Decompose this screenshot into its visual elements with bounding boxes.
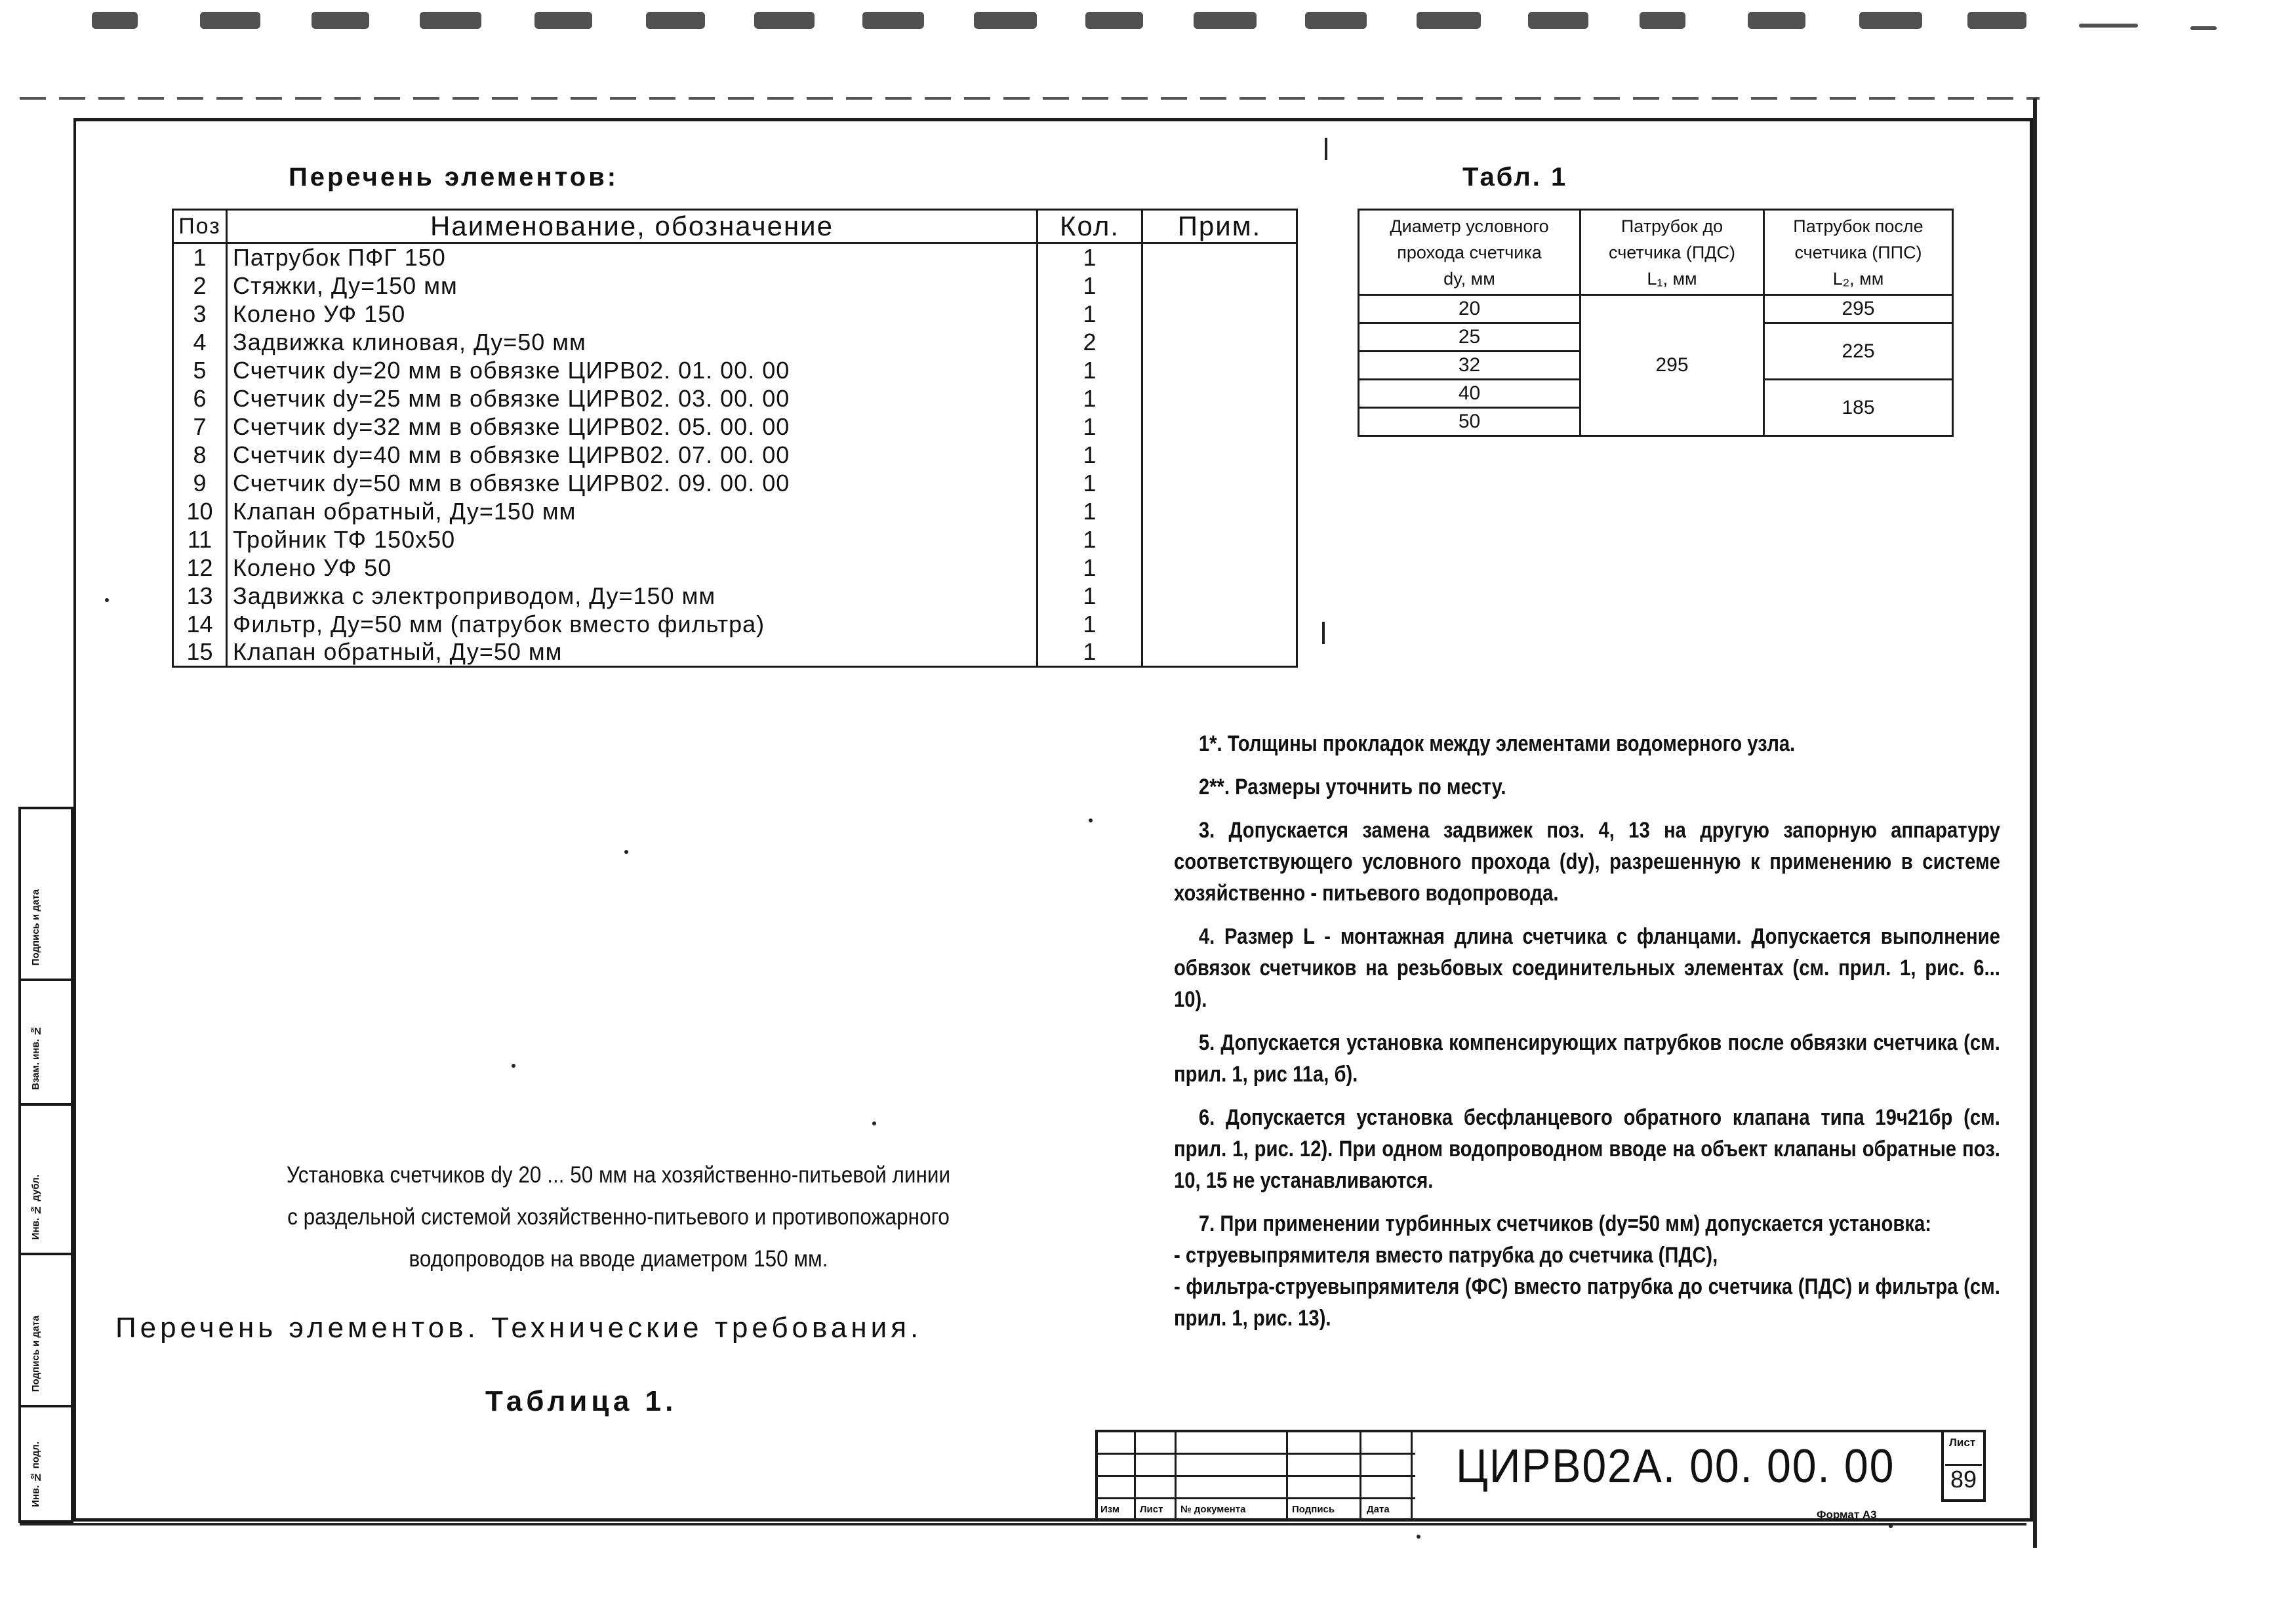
row-name: Стяжки, Ду=150 мм bbox=[227, 272, 1037, 300]
t1-header-dy: Диаметр условного прохода счетчика dy, мм bbox=[1359, 210, 1581, 295]
row-qty: 2 bbox=[1037, 328, 1142, 356]
technical-notes bbox=[1174, 728, 2000, 1334]
row-note bbox=[1142, 384, 1297, 413]
col-header-note: Прим. bbox=[1142, 210, 1297, 243]
elements-table bbox=[172, 209, 1298, 668]
scan-speck bbox=[1322, 622, 1325, 644]
row-name: Тройник ТФ 150х50 bbox=[227, 525, 1037, 554]
scan-speck bbox=[1089, 818, 1093, 822]
t1-pps-cell: 225 bbox=[1764, 323, 1953, 380]
row-note bbox=[1142, 525, 1297, 554]
row-name: Патрубок ПФГ 150 bbox=[227, 243, 1037, 272]
scan-speck bbox=[1325, 138, 1327, 160]
note-list-item: - струевыпрямителя вместо патрубка до счетчика (ПДС), bbox=[1174, 1243, 1718, 1268]
row-pos: 12 bbox=[173, 554, 227, 582]
table-row bbox=[173, 469, 1297, 497]
row-note bbox=[1142, 272, 1297, 300]
t1-dy-cell: 25 bbox=[1359, 323, 1581, 352]
t1-header-pds: Патрубок до счетчика (ПДС) L₁, мм bbox=[1581, 210, 1764, 295]
row-pos: 5 bbox=[173, 356, 227, 384]
format-label: Формат А3 bbox=[1817, 1508, 1877, 1521]
t1-pds-cell: 295 bbox=[1581, 295, 1764, 436]
row-pos: 8 bbox=[173, 441, 227, 469]
row-pos: 2 bbox=[173, 272, 227, 300]
tb-label-signature: Подпись bbox=[1292, 1504, 1335, 1515]
drawing-subtitle: Перечень элементов. Технические требования. bbox=[115, 1312, 923, 1344]
table1 bbox=[1358, 209, 1954, 437]
table-row bbox=[173, 384, 1297, 413]
row-pos: 15 bbox=[173, 638, 227, 667]
row-name: Задвижка с электроприводом, Ду=150 мм bbox=[227, 582, 1037, 610]
tb-label-sheet: Лист bbox=[1140, 1504, 1163, 1515]
t1-pps-cell: 185 bbox=[1764, 380, 1953, 436]
side-cell: Взам. инв. № bbox=[21, 981, 71, 1106]
row-pos: 10 bbox=[173, 497, 227, 525]
row-pos: 14 bbox=[173, 610, 227, 638]
side-cell: Инв. № дубл. bbox=[21, 1106, 71, 1255]
note-item: 1*. Толщины прокладок между элементами водомерного узла. bbox=[1198, 731, 1796, 756]
row-qty: 1 bbox=[1037, 582, 1142, 610]
table-row bbox=[173, 243, 1297, 272]
scan-speck bbox=[624, 850, 628, 854]
row-note bbox=[1142, 243, 1297, 272]
row-name: Клапан обратный, Ду=50 мм bbox=[227, 638, 1037, 667]
col-header-pos: Поз bbox=[173, 210, 227, 243]
table-row bbox=[173, 497, 1297, 525]
row-name: Клапан обратный, Ду=150 мм bbox=[227, 497, 1037, 525]
drawing-caption: Установка счетчиков dy 20 ... 50 мм на хозяйственно-питьевой линии с раздельной системой хозяйственно-питьевого и противопожарного водопроводов на вводе диаметром 150 мм. bbox=[286, 1162, 951, 1272]
row-pos: 11 bbox=[173, 525, 227, 554]
table-row bbox=[173, 525, 1297, 554]
frame-bottom-line bbox=[20, 1523, 2026, 1525]
row-name: Счетчик dy=32 мм в обвязке ЦИРВ02. 05. 00. 00 bbox=[227, 413, 1037, 441]
col-header-qty: Кол. bbox=[1037, 210, 1142, 243]
row-pos: 3 bbox=[173, 300, 227, 328]
row-name: Колено УФ 50 bbox=[227, 554, 1037, 582]
table-row bbox=[173, 441, 1297, 469]
row-qty: 1 bbox=[1037, 243, 1142, 272]
row-name: Колено УФ 150 bbox=[227, 300, 1037, 328]
frame-edge bbox=[2033, 98, 2037, 1548]
table-reference: Таблица 1. bbox=[485, 1385, 677, 1417]
row-note bbox=[1142, 582, 1297, 610]
row-qty: 1 bbox=[1037, 300, 1142, 328]
note-item: 5. Допускается установка компенсирующих патрубков после обвязки счетчика (см. прил. 1, рис 11а, б). bbox=[1174, 1030, 2000, 1087]
row-note bbox=[1142, 469, 1297, 497]
row-name: Задвижка клиновая, Ду=50 мм bbox=[227, 328, 1037, 356]
note-item: 2**. Размеры уточнить по месту. bbox=[1198, 775, 1506, 799]
row-note bbox=[1142, 638, 1297, 667]
scan-speck bbox=[105, 598, 109, 602]
t1-pps-cell: 295 bbox=[1764, 295, 1953, 323]
row-pos: 1 bbox=[173, 243, 227, 272]
sheet-number: 89 bbox=[1945, 1464, 1982, 1493]
scan-speck bbox=[1417, 1535, 1420, 1539]
scan-line bbox=[20, 97, 2040, 100]
row-note bbox=[1142, 554, 1297, 582]
row-qty: 1 bbox=[1037, 384, 1142, 413]
row-name: Счетчик dy=50 мм в обвязке ЦИРВ02. 09. 00. 00 bbox=[227, 469, 1037, 497]
note-item: 3. Допускается замена задвижек поз. 4, 13 на другую запорную аппаратуру соответствующего условного прохода (dy), разрешенную к применению в системе хозяйственно - питьевого водопровода. bbox=[1174, 818, 2000, 906]
note-list-item: - фильтра-струевыпрямителя (ФС) вместо патрубка до счетчика (ПДС) и фильтра (см. прил. 1, рис. 13). bbox=[1174, 1274, 2000, 1331]
table-row bbox=[173, 272, 1297, 300]
scan-speck bbox=[1889, 1524, 1893, 1528]
tb-label-date: Дата bbox=[1367, 1504, 1390, 1515]
sheet-label: Лист bbox=[1949, 1436, 1976, 1449]
row-qty: 1 bbox=[1037, 497, 1142, 525]
row-pos: 6 bbox=[173, 384, 227, 413]
row-note bbox=[1142, 300, 1297, 328]
row-name: Счетчик dy=40 мм в обвязке ЦИРВ02. 07. 00. 00 bbox=[227, 441, 1037, 469]
row-note bbox=[1142, 413, 1297, 441]
row-note bbox=[1142, 610, 1297, 638]
row-qty: 1 bbox=[1037, 272, 1142, 300]
t1-dy-cell: 32 bbox=[1359, 352, 1581, 380]
table-row bbox=[173, 328, 1297, 356]
t1-dy-cell: 50 bbox=[1359, 408, 1581, 436]
row-pos: 7 bbox=[173, 413, 227, 441]
row-pos: 4 bbox=[173, 328, 227, 356]
row-qty: 1 bbox=[1037, 413, 1142, 441]
scan-noise-strip bbox=[0, 0, 2296, 92]
side-cell: Подпись и дата bbox=[21, 1255, 71, 1407]
t1-header-pps: Патрубок после счетчика (ППС) L₂, мм bbox=[1764, 210, 1953, 295]
row-pos: 13 bbox=[173, 582, 227, 610]
t1-dy-cell: 20 bbox=[1359, 295, 1581, 323]
table-row bbox=[173, 638, 1297, 667]
row-qty: 1 bbox=[1037, 525, 1142, 554]
document-code: ЦИРВ02А. 00. 00. 00 bbox=[1456, 1440, 1895, 1493]
row-name: Счетчик dy=25 мм в обвязке ЦИРВ02. 03. 00. 00 bbox=[227, 384, 1037, 413]
row-name: Фильтр, Ду=50 мм (патрубок вместо фильтра) bbox=[227, 610, 1037, 638]
table1-title: Табл. 1 bbox=[1462, 163, 1568, 192]
row-note bbox=[1142, 328, 1297, 356]
table-row bbox=[173, 300, 1297, 328]
row-qty: 1 bbox=[1037, 554, 1142, 582]
t1-dy-cell: 40 bbox=[1359, 380, 1581, 408]
tb-label-docnum: № документа bbox=[1180, 1504, 1246, 1515]
table-row bbox=[173, 610, 1297, 638]
elements-title: Перечень элементов: bbox=[289, 163, 619, 192]
scan-speck bbox=[872, 1121, 876, 1125]
tb-label-change: Изм bbox=[1100, 1504, 1119, 1515]
row-qty: 1 bbox=[1037, 610, 1142, 638]
row-note bbox=[1142, 356, 1297, 384]
table-row bbox=[173, 554, 1297, 582]
side-stamp-strip bbox=[18, 807, 73, 1523]
note-item: 4. Размер L - монтажная длина счетчика с фланцами. Допускается выполнение обвязок счетчиков на резьбовых соединительных элементах (см. прил. 1, рис. 6... 10). bbox=[1174, 924, 2000, 1012]
col-header-name: Наименование, обозначение bbox=[227, 210, 1037, 243]
table-row bbox=[173, 582, 1297, 610]
row-note bbox=[1142, 497, 1297, 525]
note-item: 6. Допускается установка бесфланцевого обратного клапана типа 19ч21бр (см. прил. 1, рис. 12). При одном водопроводном вводе на объект клапаны обратные поз. 10, 15 не устанавливаются. bbox=[1174, 1105, 2000, 1193]
row-note bbox=[1142, 441, 1297, 469]
scan-speck bbox=[512, 1064, 515, 1068]
row-qty: 1 bbox=[1037, 356, 1142, 384]
row-pos: 9 bbox=[173, 469, 227, 497]
note-item: 7. При применении турбинных счетчиков (dy=50 мм) допускается установка: bbox=[1198, 1211, 1931, 1236]
row-qty: 1 bbox=[1037, 638, 1142, 667]
row-name: Счетчик dy=20 мм в обвязке ЦИРВ02. 01. 00. 00 bbox=[227, 356, 1037, 384]
row-qty: 1 bbox=[1037, 441, 1142, 469]
side-cell: Инв. № подл. bbox=[30, 1442, 41, 1507]
table-row bbox=[173, 356, 1297, 384]
side-cell: Подпись и дата bbox=[21, 809, 71, 981]
row-qty: 1 bbox=[1037, 469, 1142, 497]
table-row bbox=[173, 413, 1297, 441]
